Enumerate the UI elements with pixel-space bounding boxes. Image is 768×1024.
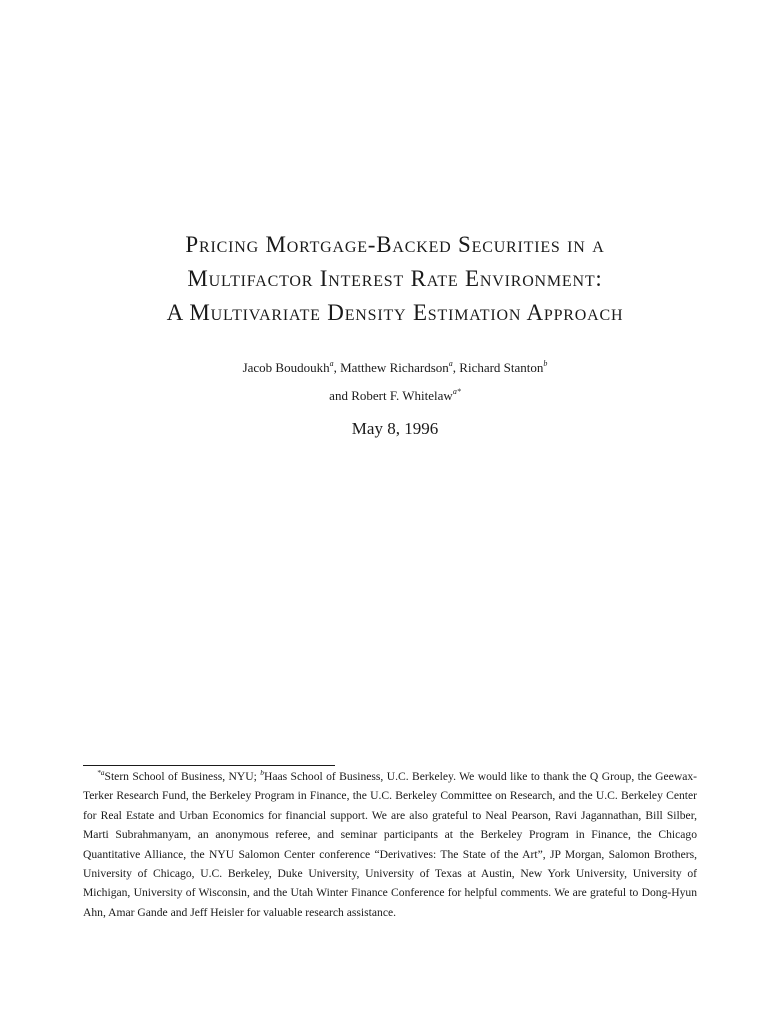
affiliation-mark: a* bbox=[452, 387, 461, 396]
author-line-2 bbox=[0, 382, 768, 410]
publication-date: May 8, 1996 bbox=[351, 419, 439, 438]
author-name: Matthew Richardson bbox=[340, 360, 449, 375]
author-name: Richard Stanton bbox=[459, 360, 544, 375]
author-name: Jacob Boudoukh bbox=[242, 360, 330, 375]
author-separator: , bbox=[452, 360, 460, 375]
footnote-mark-b: b bbox=[260, 768, 264, 777]
footnote-mark: *a bbox=[97, 768, 105, 777]
author-line-1 bbox=[0, 354, 768, 382]
author-separator: , bbox=[333, 360, 341, 375]
footnote-mark-wrap bbox=[83, 770, 105, 783]
author-list bbox=[0, 354, 768, 410]
footnote-affiliation-a: Stern School of Business, NYU; bbox=[104, 770, 261, 783]
affiliation-mark: a bbox=[329, 359, 334, 368]
paper-title bbox=[0, 228, 768, 330]
affiliation-mark: a bbox=[448, 359, 453, 368]
title-line-2: Multifactor Interest Rate Environment: bbox=[187, 266, 603, 291]
affiliation-mark: b bbox=[543, 359, 548, 368]
footnote-body: Haas School of Business, U.C. Berkeley. We would like to thank the Q Group, the Geewax-Terker Research Fund, the Berkeley Program in Finance, the U.C. Berkeley Committee on Research, and the U.C. Berkeley Center for Real Estate and Urban Economics for financial support. We are also grateful to Neal Pearson, Ravi Jagannathan, Bill Silber, Marti Subrahmanyam, an anonymous referee, and seminar participants at the Berkeley Program in Finance, the Chicago Quantitative Alliance, the NYU Salomon Center conference “Derivatives: The State of the Art”, JP Morgan, Salomon Brothers, University of Chicago, U.C. Berkeley, Duke University, University of Texas at Austin, New York University, University of Michigan, University of Wisconsin, and the Utah Winter Finance Conference for helpful comments. We are grateful to Dong-Hyun Ahn, Amar Gande and Jeff Heisler for valuable research assistance. bbox=[83, 770, 697, 919]
footnote-divider bbox=[83, 765, 335, 766]
author-name: and Robert F. Whitelaw bbox=[329, 388, 453, 403]
title-line-3: A Multivariate Density Estimation Approach bbox=[166, 300, 624, 325]
footnote bbox=[83, 767, 697, 922]
title-line-1: Pricing Mortgage-Backed Securities in a bbox=[185, 232, 605, 257]
